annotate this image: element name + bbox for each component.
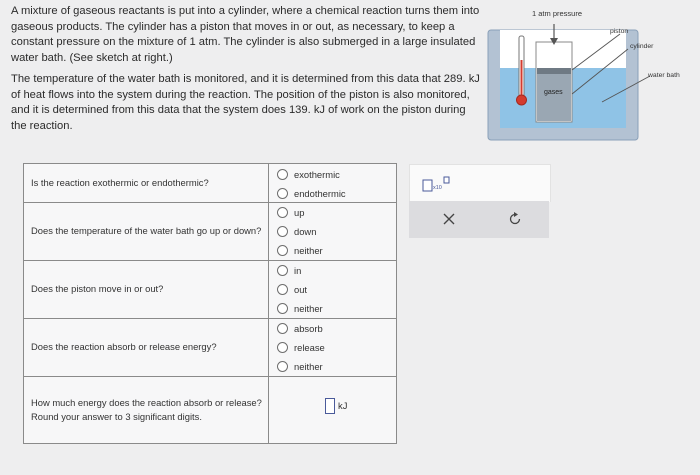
radio-button[interactable] [277,265,288,276]
question-row-1 [24,164,396,203]
option-label: neither [294,244,323,256]
energy-answer-input[interactable] [325,398,335,414]
gases-label: gases [544,89,563,96]
option-in[interactable] [277,261,301,279]
radio-button[interactable] [277,303,288,314]
option-label: exothermic [294,168,340,180]
question-text: How much energy does the reaction absorb or release? Round your answer to 3 significant digits. [24,376,269,443]
radio-button[interactable] [277,284,288,295]
option-neither[interactable] [277,299,323,317]
exponent-button[interactable] [422,176,452,192]
question-row-3 [24,260,396,319]
option-label: neither [294,302,323,314]
reset-icon[interactable] [505,209,525,229]
question-row-2 [24,202,396,261]
answer-options [270,260,396,318]
option-up[interactable] [277,203,304,221]
option-label: neither [294,360,323,372]
tools-panel [409,164,551,202]
option-absorb[interactable] [277,319,323,337]
option-neither[interactable] [277,357,323,375]
unit-label: kJ [338,400,348,411]
option-label: endothermic [294,187,346,199]
question-text: Does the temperature of the water bath go up or down? [24,202,269,260]
radio-button[interactable] [277,226,288,237]
option-release[interactable] [277,338,325,356]
option-label: in [294,264,302,276]
answer-options [270,318,396,376]
exponent-button-label: x10 [433,185,442,191]
apparatus-sketch [486,2,698,144]
option-label: absorb [294,322,323,334]
answer-cell [270,376,396,443]
cylinder-label: cylinder [630,43,654,50]
question-text: Is the reaction exothermic or endothermic? [24,164,269,202]
option-endothermic[interactable] [277,184,346,202]
question-table [23,163,397,444]
radio-button[interactable] [277,188,288,199]
question-text: Does the piston move in or out? [24,260,269,318]
radio-button[interactable] [277,361,288,372]
option-out[interactable] [277,280,307,298]
answer-options [270,164,396,202]
tools-actions [409,201,549,238]
option-label: release [294,341,325,353]
close-icon[interactable] [439,209,459,229]
question-row-5 [24,376,396,443]
option-down[interactable] [277,222,316,240]
radio-button[interactable] [277,323,288,334]
option-label: up [294,206,305,218]
water-bath-label: water bath [648,72,680,79]
piston-label: piston [610,28,629,35]
option-neither[interactable] [277,241,323,259]
option-exothermic[interactable] [277,165,340,183]
question-text: Does the reaction absorb or release energy? [24,318,269,376]
answer-options [270,202,396,260]
question-row-4 [24,318,396,377]
option-label: down [294,225,317,237]
radio-button[interactable] [277,169,288,180]
radio-button[interactable] [277,207,288,218]
intro-paragraph-1: A mixture of gaseous reactants is put into a cylinder, where a chemical reaction turns them into gaseous products. The cylinder has a piston that moves in or out, as necessary, to keep a constant pressure on the mixture of 1 atm. The cylinder is also submerged in a large insulated water bath. (See sketch at right.) [11,5,480,64]
pressure-label: 1 atm pressure [532,9,583,18]
radio-button[interactable] [277,342,288,353]
radio-button[interactable] [277,245,288,256]
intro-paragraph-2: The temperature of the water bath is monitored, and it is determined from this data that 289. kJ of heat flows into the system during the reaction. The position of the piston is also monitored, and it is determined from this data that the system does 139. kJ of work on the piston during the reaction. [11,73,480,132]
option-label: out [294,283,308,295]
